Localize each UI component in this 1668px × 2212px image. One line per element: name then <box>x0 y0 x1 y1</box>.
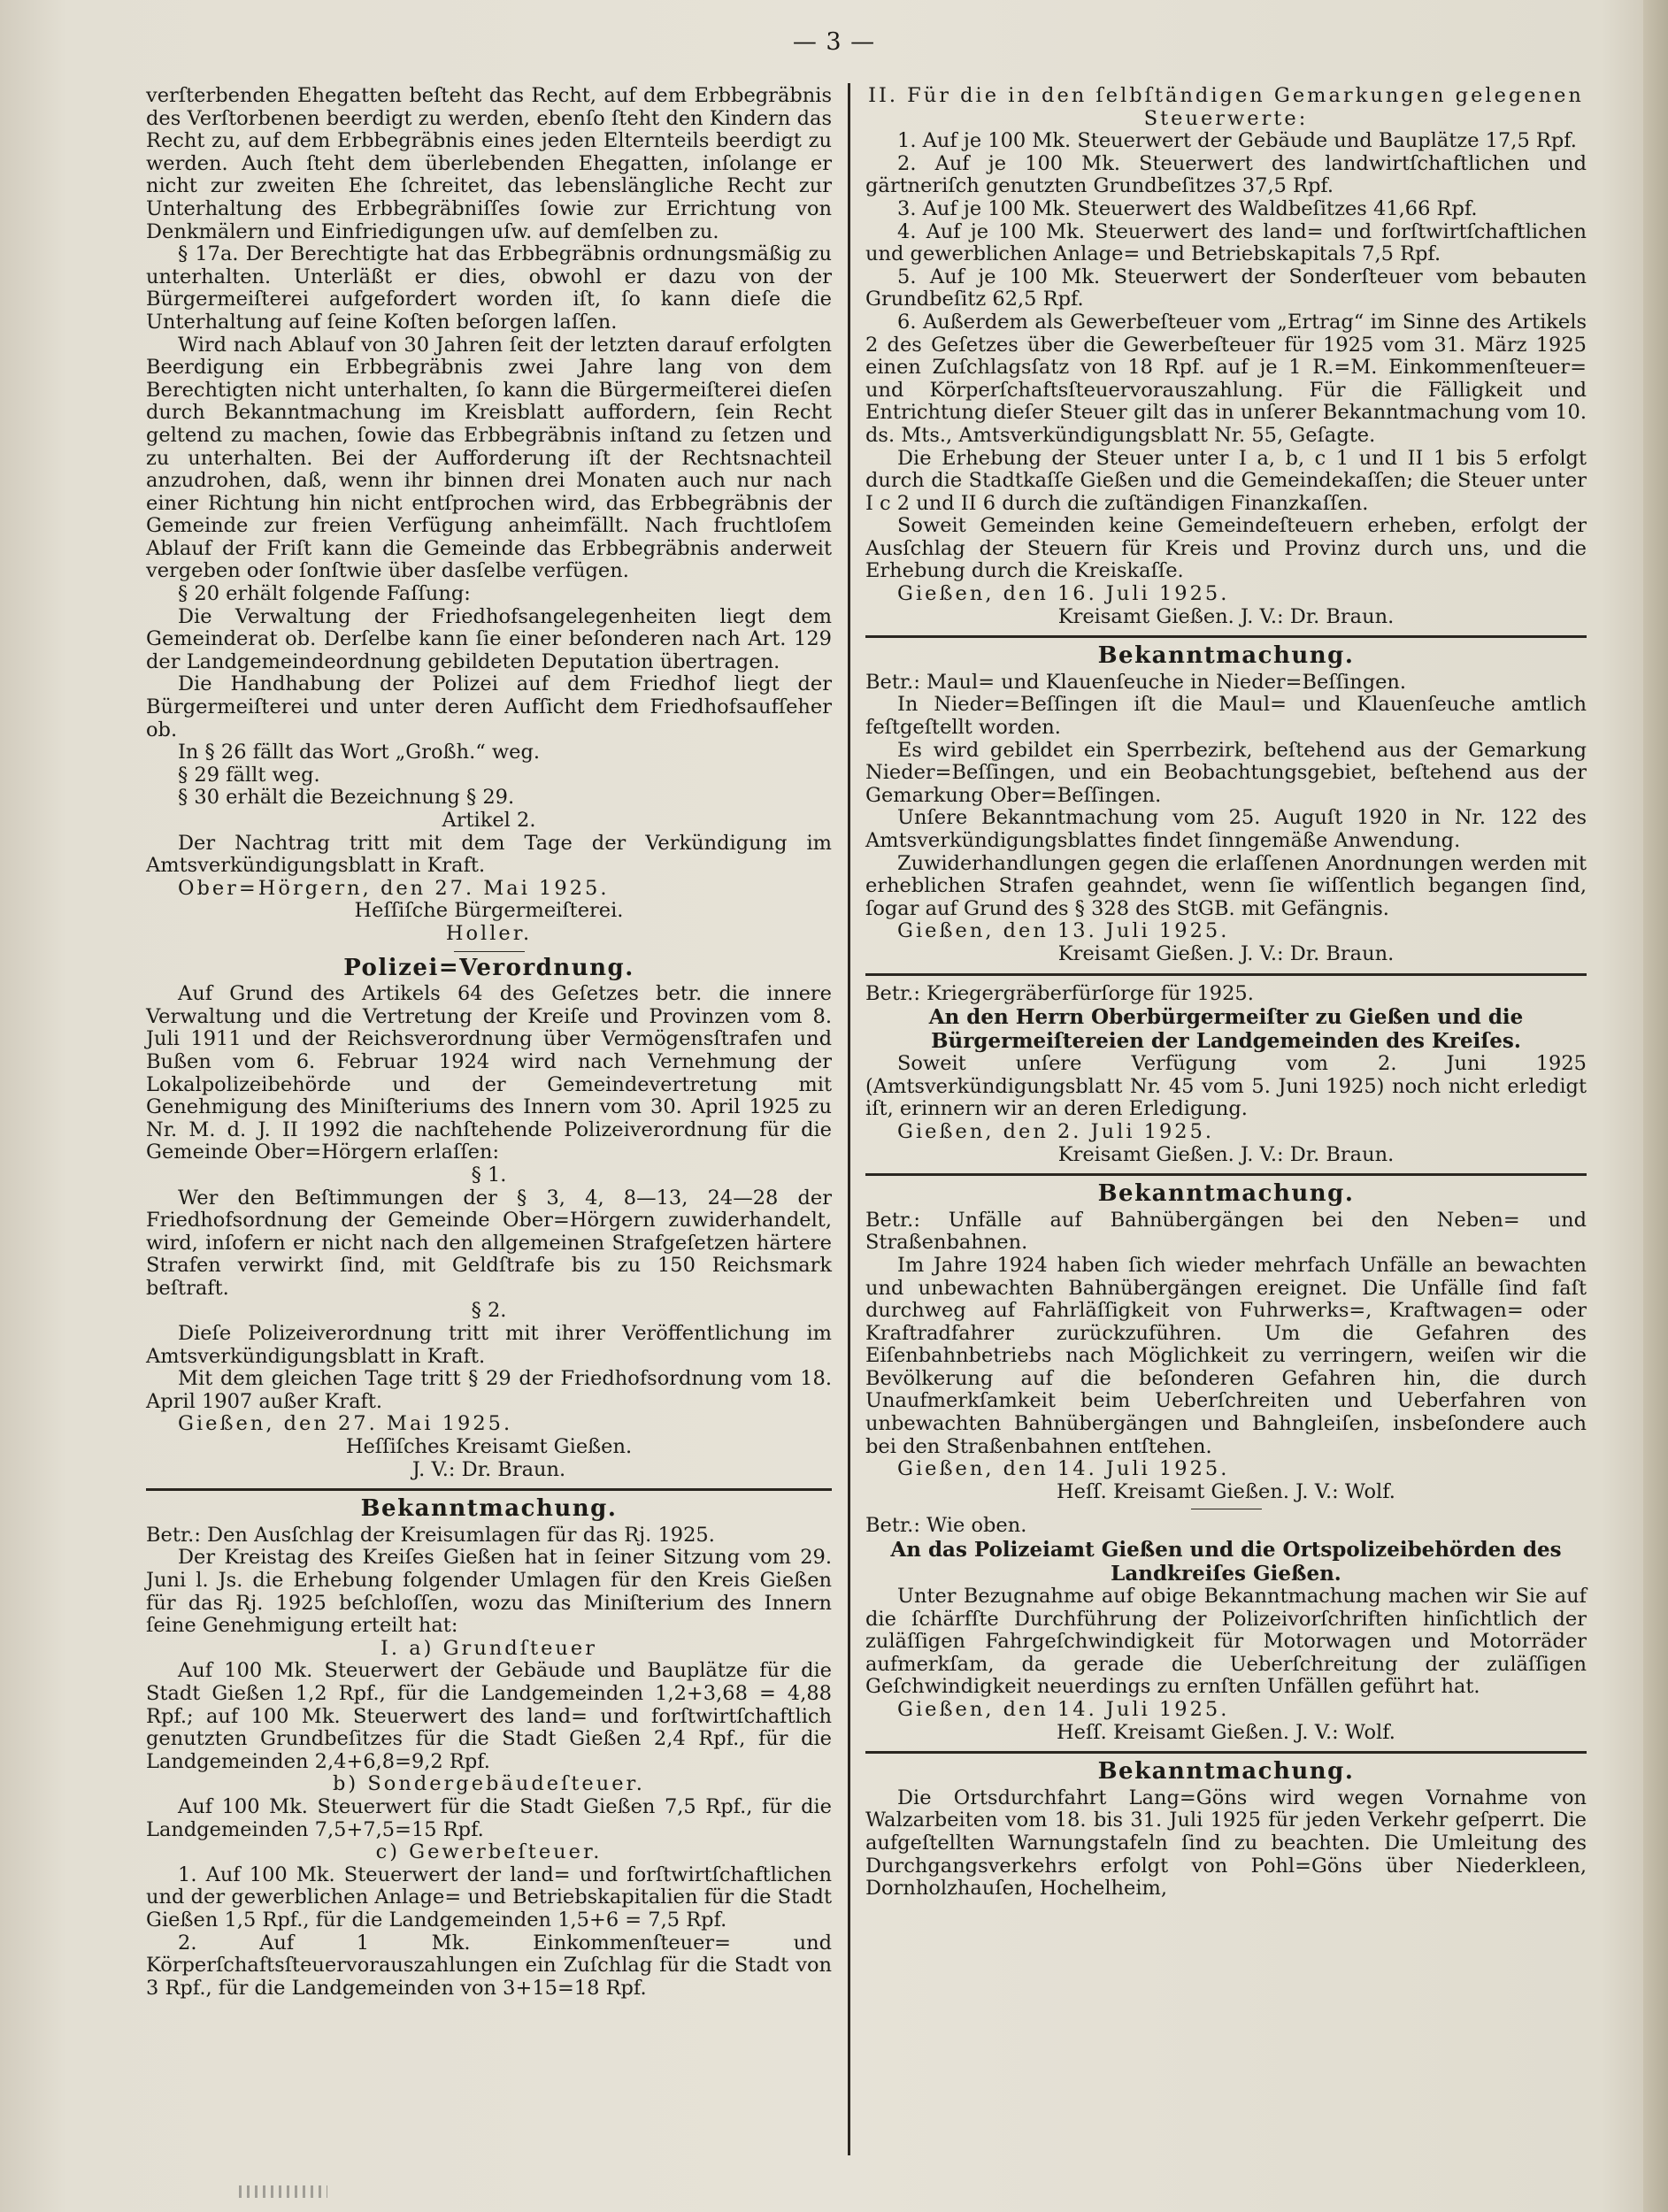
paragraph: Mit dem gleichen Tage tritt § 29 der Friedhofsordnung vom 18. April 1907 außer Kraft. <box>146 1367 832 1413</box>
subject-line: Betr.: Maul= und Klauenſeuche in Nieder=Beſſingen. <box>865 670 1407 694</box>
signature: Heſſ. Kreisamt Gießen. J. V.: Wolf. <box>1057 1479 1395 1503</box>
divider <box>454 951 525 952</box>
paragraph: Zuwiderhandlungen gegen die erlaſſenen Anordnungen werden mit erheblichen Strafen geahndet, wenn ſie wiſſentlich begangen ſind, ſogar auf Grund des § 328 des StGB. mit Gefängnis. <box>865 851 1587 920</box>
paragraph: Es wird gebildet ein Sperrbezirk, beſtehend aus der Gemarkung Nieder=Beſſingen, und ein Beobachtungsgebiet, beſtehend aus der Gemarkung Ober=Beſſingen. <box>865 738 1587 807</box>
subheading: II. Für die in den ſelbſtändigen Gemarkungen gelegenen Steuerwerte: <box>868 84 1584 130</box>
subheading: c) Gewerbeſteuer. <box>375 1840 603 1864</box>
subheading: I. a) Grundſteuer <box>380 1636 597 1660</box>
paragraph: Unſere Bekanntmachung vom 25. Auguſt 1920 in Nr. 122 des Amtsverkündigungsblattes findet ſinngemäße Anwendung. <box>865 806 1587 852</box>
paragraph: Der Nachtrag tritt mit dem Tage der Verkündigung im Amtsverkündigungsblatt in Kraft. <box>146 831 832 878</box>
signature: Heſſ. Kreisamt Gießen. J. V.: Wolf. <box>1057 1720 1395 1744</box>
paragraph: Unter Bezugnahme auf obige Bekanntmachung machen wir Sie auf die ſchärfſte Durchführung der Polizeivorſchriften hinſichtlich der zuläſſigen Fahrgeſchwindigkeit für Motorwagen und Motorräder aufmerkſam, da gerade die Ueberſchreitung der zuläſſigen Geſchwindigkeit neuerdings zu ernſten Unfällen geführt hat. <box>865 1585 1587 1699</box>
place-date: Gießen, den 14. Juli 1925. <box>897 1698 1230 1721</box>
paragraph: Die Erhebung der Steuer unter I a, b, c 1 und II 1 bis 5 erfolgt durch die Stadtkaſſe Gießen und die Gemeindekaſſen; die Steuer unter I c 2 und II 6 durch die zuſtändigen Finanzkaſſen. <box>865 446 1587 515</box>
signature: Kreisamt Gießen. J. V.: Dr. Braun. <box>1057 1142 1395 1166</box>
divider <box>865 635 1587 638</box>
subject-line: Betr.: Wie oben. <box>865 1514 1027 1538</box>
section-heading: Bekanntmachung. <box>1097 642 1355 670</box>
divider <box>865 973 1587 976</box>
paragraph: In § 26 fällt das Wort „Großh.“ weg. <box>178 741 541 764</box>
signature: Kreisamt Gießen. J. V.: Dr. Braun. <box>1057 604 1395 628</box>
paragraph: Dieſe Polizeiverordnung tritt mit ihrer Veröffentlichung im Amtsverkündigungsblatt in Kraft. <box>146 1322 832 1368</box>
signature-name: Holler. <box>445 921 533 945</box>
section-number: § 2. <box>471 1299 507 1323</box>
page-number: — 3 — <box>792 28 876 56</box>
paragraph: Wird nach Ablauf von 30 Jahren ſeit der letzten darauf erfolgten Beerdigung ein Erbbegräbnis zwei Jahre lang von dem Berechtigten nicht unterhalten, ſo kann die Bürgermeiſterei dieſen durch Bekanntmachung im Kreisblatt auffordern, ſein Recht geltend zu machen, ſowie das Erbbegräbnis inſtand zu ſetzen und zu unterhalten. Bei der Aufforderung iſt der Rechtsnachteil anzudrohen, daß, wenn ihr binnen drei Monaten auch nur nach einer Richtung hin nicht entſprochen wird, das Erbbegräbnis der Gemeinde zur freien Verfügung anheimfällt. Nach fruchtloſem Ablauf der Friſt kann die Gemeinde das Erbbegräbnis anderweit vergeben oder ſonſtwie über dasſelbe verfügen. <box>146 333 832 583</box>
paragraph: Im Jahre 1924 haben ſich wieder mehrfach Unfälle an bewachten und unbewachten Bahnübergängen ereignet. Die Unfälle ſind faſt durchweg auf Fahrläſſigkeit von Fuhrwerks=, Kraftwagen= oder Kraftradfahrer zurückzuführen. Um die Gefahren des Eiſenbahnbetriebs nach Möglichkeit zu verringern, weiſen wir die Bevölkerung auf die beſonderen Gefahren hin, die durch Unaufmerkſamkeit beim Ueberſchreiten und Ueberfahren von unbewachten Bahnübergängen und Bahngleiſen, insbeſondere auch bei den Straßenbahnen entſtehen. <box>865 1253 1587 1458</box>
paragraph: 2. Auf 1 Mk. Einkommenſteuer= und Körperſchaftsſteuervorauszahlungen ein Zuſchlag für die Stadt von 3 Rpf., für die Landgemeinden von 3+15=18 Rpf. <box>146 1931 832 2000</box>
ink-smudge <box>239 2185 327 2198</box>
paragraph: 1. Auf 100 Mk. Steuerwert der land= und forſtwirtſchaftlichen und der gewerblichen Anlage= und Betriebskapitalien für die Stadt Gießen 1,5 Rpf., für die Landgemeinden 1,5+6 = 7,5 Rpf. <box>146 1863 832 1932</box>
column-divider <box>848 83 850 2155</box>
divider <box>146 1488 832 1491</box>
paragraph: In Nieder=Beſſingen iſt die Maul= und Klauenſeuche amtlich feſtgeſtellt worden. <box>865 693 1587 740</box>
paragraph: Auf 100 Mk. Steuerwert für die Stadt Gießen 7,5 Rpf., für die Landgemeinden 7,5+7,5=15 Rpf. <box>146 1794 832 1841</box>
place-date: Gießen, den 13. Juli 1925. <box>897 919 1230 943</box>
section-heading: Bekanntmachung. <box>1097 1180 1355 1208</box>
place-date: Gießen, den 14. Juli 1925. <box>897 1457 1230 1481</box>
subheading: b) Sondergebäudeſteuer. <box>333 1772 645 1796</box>
divider <box>865 1173 1587 1176</box>
signature: Kreisamt Gießen. J. V.: Dr. Braun. <box>1057 941 1395 965</box>
signature-name: J. V.: Dr. Braun. <box>411 1457 566 1481</box>
paragraph: Die Verwaltung der Friedhofsangelegenheiten liegt dem Gemeinderat ob. Derſelbe kann ſie einer beſonderen nach Art. 129 der Landgemeindeordnung gebildeten Deputation übertragen. <box>146 604 832 673</box>
paragraph: § 17a. Der Berechtigte hat das Erbbegräbnis ordnungsmäßig zu unterhalten. Unterläßt er dies, obwohl er dazu von der Bürgermeiſterei aufgefordert worden iſt, ſo kann dieſe die Unterhaltung auf ſeine Koſten beſorgen laſſen. <box>146 242 832 334</box>
paragraph: Soweit Gemeinden keine Gemeindeſteuern erheben, erfolgt der Ausſchlag der Steuern für Kreis und Provinz durch uns, und die Erhebung durch die Kreiskaſſe. <box>865 514 1587 583</box>
paragraph: 4. Auf je 100 Mk. Steuerwert des land= und forſtwirtſchaftlichen und gewerblichen Anlage= und Betriebskapitals 7,5 Rpf. <box>865 219 1587 266</box>
place-date: Gießen, den 2. Juli 1925. <box>897 1119 1215 1143</box>
paragraph: § 30 erhält die Bezeichnung § 29. <box>178 786 515 810</box>
right-column <box>865 85 1587 1901</box>
section-heading: Bekanntmachung. <box>1097 1758 1355 1786</box>
place-date: Ober=Hörgern, den 27. Mai 1925. <box>178 876 610 900</box>
paragraph: 2. Auf je 100 Mk. Steuerwert des landwirtſchaftlichen und gärtneriſch genutzten Grundbeſitzes 37,5 Rpf. <box>865 151 1587 198</box>
paragraph: 1. Auf je 100 Mk. Steuerwert der Gebäude und Bauplätze 17,5 Rpf. <box>897 129 1577 153</box>
paragraph: 3. Auf je 100 Mk. Steuerwert des Waldbeſitzes 41,66 Rpf. <box>897 196 1478 220</box>
subject-line: Betr.: Unfälle auf Bahnübergängen bei den Neben= und Straßenbahnen. <box>865 1208 1587 1255</box>
article-heading: Artikel 2. <box>442 809 536 832</box>
signature-authority: Heſſiſches Kreisamt Gießen. <box>345 1435 633 1459</box>
paragraph: 6. Außerdem als Gewerbeſteuer vom „Ertrag“ im Sinne des Artikels 2 des Geſetzes über die Gewerbeſteuer für 1925 vom 31. März 1925 einen Zuſchlagsſatz von 18 Rpf. auf je 1 R.=M. Einkommenſteuer= und Körperſchaftsſteuervorauszahlung. Für die Fälligkeit und Entrichtung dieſer Steuer gilt das in unſerer Bekanntmachung vom 10. ds. Mts., Amtsverkündigungsblatt Nr. 55, Geſagte. <box>865 310 1587 447</box>
divider <box>865 1751 1587 1754</box>
paragraph: verſterbenden Ehegatten beſteht das Recht, auf dem Erbbegräbnis des Verſtorbenen beerdigt zu werden, ebenſo ſteht den Kindern das Recht zu, auf dem Erbbegräbnis eines jeden Elternteils beerdigt zu werden. Auch ſteht dem überlebenden Ehegatten, inſolange er nicht zur zweiten Ehe ſchreitet, das lebenslängliche Recht zur Unterhaltung des Erbbegräbniſſes ſowie zur Errichtung von Denkmälern und Einfriedigungen uſw. auf demſelben zu. <box>146 84 832 243</box>
paragraph: Soweit unſere Verfügung vom 2. Juni 1925 (Amtsverkündigungsblatt Nr. 45 vom 5. Juni 1925) noch nicht erledigt iſt, erinnern wir an deren Erledigung. <box>865 1052 1587 1121</box>
addressee-heading: An das Polizeiamt Gießen und die Ortspolizeibehörden des Landkreiſes Gießen. <box>890 1538 1562 1586</box>
addressee-heading: An den Herrn Oberbürgermeiſter zu Gießen und die Bürgermeiſtereien der Landgemeinden des Kreiſes. <box>928 1005 1524 1054</box>
paragraph: Die Ortsdurchfahrt Lang=Göns wird wegen Vornahme von Walzarbeiten vom 18. bis 31. Juli 1925 für jeden Verkehr geſperrt. Die aufgeſtellten Warnungstafeln ſind zu beachten. Die Umleitung des Durchgangsverkehrs erfolgt von Pohl=Göns über Niederkleen, Dornholzhauſen, Hochelheim, <box>865 1786 1587 1901</box>
subject-line: Betr.: Den Ausſchlag der Kreisumlagen für das Rj. 1925. <box>146 1523 715 1547</box>
place-date: Gießen, den 27. Mai 1925. <box>178 1412 513 1436</box>
paragraph: 5. Auf je 100 Mk. Steuerwert der Sonderſteuer vom bebauten Grundbeſitz 62,5 Rpf. <box>865 265 1587 311</box>
paragraph: § 20 erhält folgende Faſſung: <box>178 582 471 606</box>
paragraph: Der Kreistag des Kreiſes Gießen hat in ſeiner Sitzung vom 29. Juni l. Js. die Erhebung folgender Umlagen für den Kreis Gießen für das Rj. 1925 beſchloſſen, wozu das Miniſterium des Innern ſeine Genehmigung erteilt hat: <box>146 1546 832 1638</box>
signature-authority: Heſſiſche Bürgermeiſterei. <box>354 899 624 923</box>
paragraph: Die Handhabung der Polizei auf dem Friedhof liegt der Bürgermeiſterei und unter deren Aufſicht dem Friedhofsaufſeher ob. <box>146 672 832 741</box>
paragraph: Wer den Beſtimmungen der § 3, 4, 8—13, 24—28 der Friedhofsordnung der Gemeinde Ober=Hörgern zuwiderhandelt, wird, inſofern er nicht nach den allgemeinen Strafgeſetzen härtere Strafen verwirkt ſind, mit Geldſtrafe bis zu 150 Reichsmark beſtraft. <box>146 1186 832 1300</box>
subject-line: Betr.: Kriegergräberfürſorge für 1925. <box>865 981 1254 1005</box>
paper-edge <box>1643 0 1668 2212</box>
section-heading: Polizei=Verordnung. <box>343 954 634 981</box>
paragraph: Auf 100 Mk. Steuerwert der Gebäude und Bauplätze für die Stadt Gießen 1,2 Rpf., für die Landgemeinden 1,2+3,68 = 4,88 Rpf.; auf 100 Mk. Steuerwert des land= und forſtwirtſchaftlich genutzten Grundbeſitzes für die Stadt Gießen 2,4 Rpf., für die Landgemeinden 2,4+6,8=9,2 Rpf. <box>146 1659 832 1773</box>
section-number: § 1. <box>471 1163 507 1187</box>
paragraph: Auf Grund des Artikels 64 des Geſetzes betr. die innere Verwaltung und die Vertretung der Kreiſe und Provinzen vom 8. Juli 1911 und der Reichsverordnung über Vermögensſtrafen und Bußen vom 6. Februar 1924 wird nach Vernehmung der Lokalpolizeibehörde und der Gemeindevertretung mit Genehmigung des Miniſteriums des Innern vom 30. April 1925 zu Nr. M. d. J. II 1992 die nachſtehende Polizeiverordnung für die Gemeinde Ober=Hörgern erlaſſen: <box>146 982 832 1164</box>
place-date: Gießen, den 16. Juli 1925. <box>897 582 1230 606</box>
section-heading: Bekanntmachung. <box>360 1495 618 1523</box>
left-column <box>146 85 832 2000</box>
paragraph: § 29 fällt weg. <box>178 763 320 787</box>
